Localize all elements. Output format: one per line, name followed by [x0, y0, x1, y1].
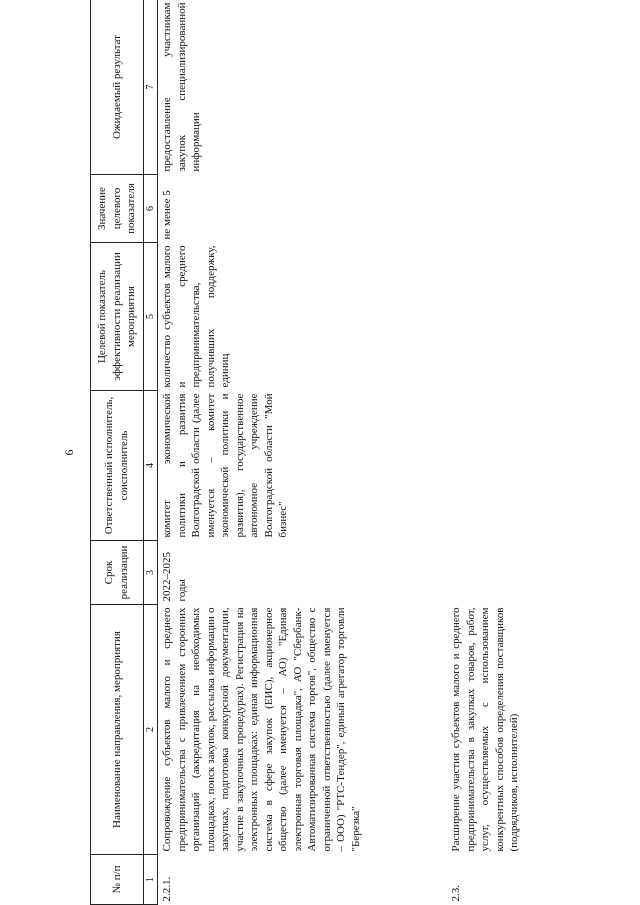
row-result: предоставление участникам закупок специализированной информации — [161, 2, 203, 172]
row-term: 2022–2025 годы — [161, 552, 188, 602]
column-number: 4 — [144, 391, 158, 541]
row-term — [447, 541, 524, 605]
header-term: Срок реализации — [91, 541, 144, 605]
row-indicator — [447, 243, 524, 391]
header-value: Значение целевого показателя — [91, 175, 144, 243]
page-number: 6 — [62, 449, 76, 456]
row-result — [447, 0, 524, 175]
column-number: 2 — [144, 605, 158, 855]
header-result: Ожидаемый результат — [91, 0, 144, 175]
row-name: Расширение участия субъектов малого и среднего предпринимательства в закупках товаров, работ, услуг, осуществляемых с использованием конкурентных способов определения поставщиков (подрядчиков, исполнителей) — [450, 607, 521, 852]
table-row — [447, 0, 524, 905]
row-value — [447, 175, 524, 243]
header-number: № п/п — [91, 855, 144, 905]
plan-table — [90, 0, 524, 905]
row-name: Сопровождение субъектов малого и среднего предпринимательства с привлечением сторонних организаций (аккредитация на необходимых площадках, поиск закупок, рассылка информации о закупках, подготовка конкурсной документации, участие в закупочных процедурах). Регистрация на электронных площадках: единая информационная система в сфере закупок (ЕИС), акционерное общество (далее именуется – АО) "Единая электронная торговая площадка", АО "Сбербанк-Автоматизированная система торгов", общество с ограниченной ответственностью (далее именуется – ООО) "РТС-Тендер", единый агрегатор торговли "Березка" — [161, 607, 362, 852]
header-row — [91, 0, 144, 905]
column-number: 6 — [144, 175, 158, 243]
row-value: не менее 5 — [161, 190, 174, 240]
column-number-row — [144, 0, 158, 905]
row-indicator: количество субъектов малого и среднего предпринимательства, получивших поддержку, единиц — [161, 245, 232, 388]
column-number: 3 — [144, 541, 158, 605]
column-number: 1 — [144, 855, 158, 905]
column-number: 5 — [144, 243, 158, 391]
row-executor: комитет экономической политики и развития Волгоградской области (далее именуется – комитет экономической политики и развития), государственное автономное учреждение Волгоградской области "Мой бизнес" — [161, 393, 290, 538]
header-name: Наименование направления, мероприятия — [91, 605, 144, 855]
column-number: 7 — [144, 0, 158, 175]
table-row — [158, 0, 448, 905]
row-number: 2.2.1. — [161, 876, 174, 902]
row-number: 2.3. — [450, 885, 463, 902]
header-executor: Ответственный исполнитель, соисполнитель — [91, 391, 144, 541]
header-indicator: Целевой показатель эффективности реализации мероприятия — [91, 243, 144, 391]
row-executor — [447, 391, 524, 541]
